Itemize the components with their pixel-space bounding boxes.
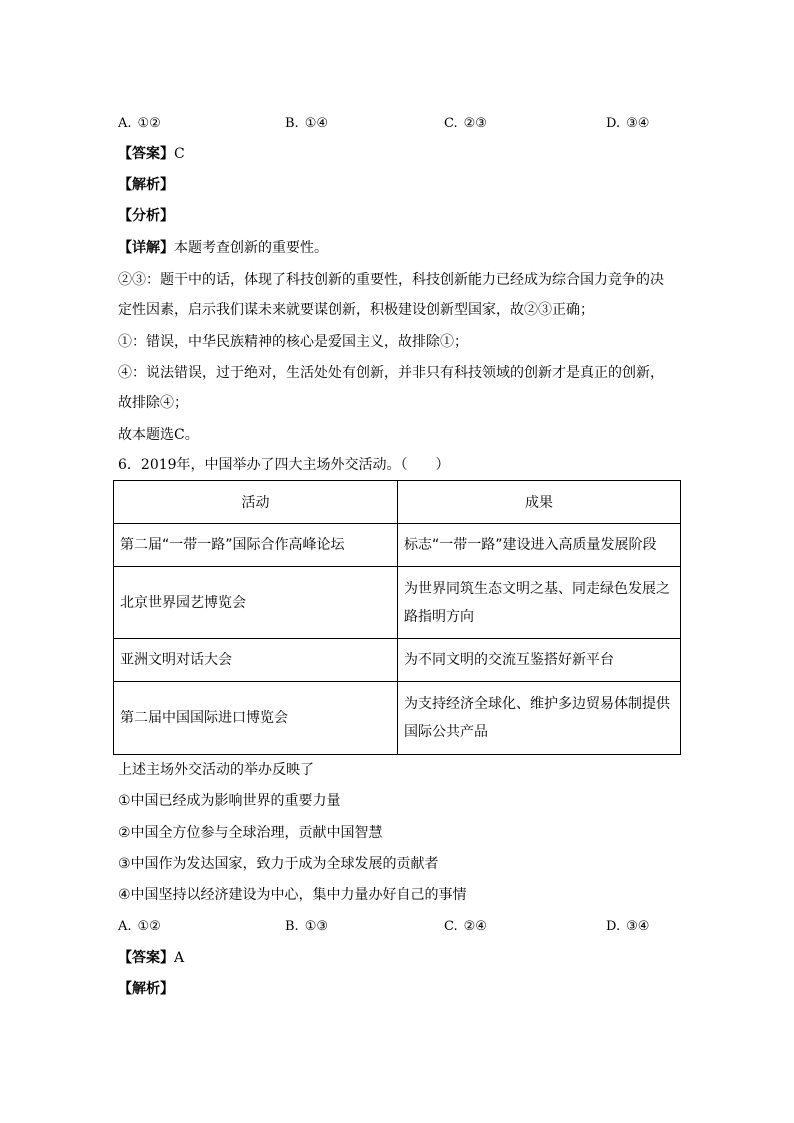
- q5-option-c[interactable]: C. ②③: [444, 116, 487, 131]
- para3-line2: 故排除④；: [118, 395, 188, 411]
- table-row: [114, 682, 681, 755]
- q6-option-b[interactable]: B. ①③: [285, 919, 328, 934]
- table-row: [114, 567, 681, 639]
- answer-value: C: [174, 146, 185, 162]
- table-cell: 为世界同筑生态文明之基、同走绿色发展之路指明方向: [398, 567, 681, 639]
- q6-option-d[interactable]: D. ③④: [606, 919, 650, 934]
- q5-answer-line: [118, 144, 185, 164]
- table-cell: 北京世界园艺博览会: [114, 567, 398, 639]
- table-cell: 为不同文明的交流互鉴搭好新平台: [398, 639, 681, 682]
- q6-analysis-tag: 【解析】: [118, 981, 174, 997]
- table-cell: 亚洲文明对话大会: [114, 639, 398, 682]
- q6-lead: 上述主场外交活动的举办反映了: [118, 762, 314, 778]
- para2: ①：错误，中华民族精神的核心是爱国主义，故排除①；: [118, 334, 468, 350]
- table-row: [114, 524, 681, 567]
- q6-options: [118, 917, 678, 937]
- q6-table: [113, 480, 681, 755]
- table-cell: 为支持经济全球化、维护多边贸易体制提供国际公共产品: [398, 682, 681, 755]
- para3-line1: ④：说法错误，过于绝对，生活处处有创新，并非只有科技领域的创新才是真正的创新，: [118, 365, 664, 381]
- q6-stem: 6．2019年，中国举办了四大主场外交活动。（ ）: [118, 457, 450, 473]
- q5-option-d[interactable]: D. ③④: [606, 116, 650, 131]
- table-cell: 第二届“一带一路”国际合作高峰论坛: [114, 524, 398, 567]
- q6-statement-4: ④中国坚持以经济建设为中心，集中力量办好自己的事情: [118, 887, 467, 903]
- q6-statement-3: ③中国作为发达国家，致力于成为全球发展的贡献者: [118, 856, 439, 872]
- detail-line: [118, 238, 328, 258]
- q5-options: [118, 114, 678, 134]
- q6-statement-1: ①中国已经成为影响世界的重要力量: [118, 793, 341, 809]
- table-row: [114, 639, 681, 682]
- conclusion: 故本题选C。: [118, 427, 199, 443]
- table-header-row: [114, 481, 681, 524]
- answer-tag: 【答案】: [118, 950, 174, 966]
- table-cell: 标志“一带一路”建设进入高质量发展阶段: [398, 524, 681, 567]
- answer-tag: 【答案】: [118, 146, 174, 162]
- table-header-result: 成果: [398, 481, 681, 524]
- table-header-activity: 活动: [114, 481, 398, 524]
- q6-statement-2: ②中国全方位参与全球治理，贡献中国智慧: [118, 825, 383, 841]
- q6-option-a[interactable]: A. ①②: [118, 919, 161, 934]
- q5-option-a[interactable]: A. ①②: [118, 116, 161, 131]
- q6-answer-line: [118, 948, 184, 968]
- analysis-tag: 【解析】: [118, 177, 174, 193]
- table-cell: 第二届中国国际进口博览会: [114, 682, 398, 755]
- fenxi-tag: 【分析】: [118, 208, 174, 224]
- para1-line2: 定性因素，启示我们谋未来就要谋创新，积极建设创新型国家，故②③正确；: [118, 302, 594, 318]
- q6-option-c[interactable]: C. ②④: [444, 919, 487, 934]
- para1-line1: ②③：题干中的话，体现了科技创新的重要性，科技创新能力已经成为综合国力竞争的决: [118, 272, 664, 288]
- detail-text: 本题考查创新的重要性。: [174, 240, 328, 256]
- q5-option-b[interactable]: B. ①④: [285, 116, 328, 131]
- answer-value: A: [174, 950, 185, 966]
- detail-tag: 【详解】: [118, 240, 174, 256]
